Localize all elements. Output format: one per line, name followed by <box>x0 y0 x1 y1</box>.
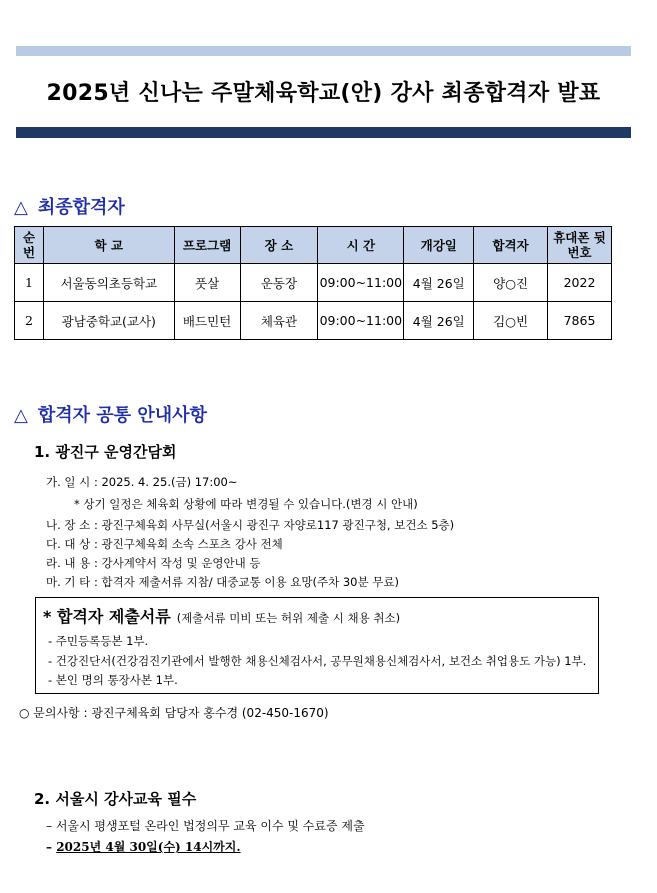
meeting-etc: 마. 기 타 : 합격자 제출서류 지참/ 대중교통 이용 요망(주차 30분 무료) <box>46 575 399 589</box>
cell-no: 1 <box>15 264 44 302</box>
sub-heading-training: 2. 서울시 강사교육 필수 <box>34 790 197 808</box>
cell-start: 4월 26일 <box>404 302 474 340</box>
page-title: 2025년 신나는 주말체육학교(안) 강사 최종합격자 발표 <box>46 81 601 106</box>
section-common-guide <box>14 401 207 427</box>
meeting-place: 나. 장 소 : 광진구체육회 사무실(서울시 광진구 자양로117 광진구청, 보건소 5층) <box>46 518 455 532</box>
document-item: - 본인 명의 통장사본 1부. <box>48 673 178 687</box>
header-school: 학 교 <box>43 227 174 264</box>
header-start: 개강일 <box>404 227 474 264</box>
meeting-target: 다. 대 상 : 광진구체육회 소속 스포츠 강사 전체 <box>46 537 283 551</box>
training-line: – 서울시 평생포털 온라인 법정의무 교육 이수 및 수료증 제출 <box>46 819 365 833</box>
cell-school: 서울동의초등학교 <box>43 264 174 302</box>
header-place: 장 소 <box>240 227 318 264</box>
header-bottom-bar <box>16 127 631 138</box>
training-deadline-row <box>46 838 241 855</box>
header-phone: 휴대폰 뒷번호 <box>548 227 612 264</box>
header-top-bar <box>16 46 631 56</box>
cell-school: 광남중학교(교사) <box>43 302 174 340</box>
cell-name: 김○빈 <box>474 302 548 340</box>
cell-phone: 2022 <box>548 264 612 302</box>
sub-heading-meeting: 1. 광진구 운영간담회 <box>34 443 177 461</box>
cell-name: 양○진 <box>474 264 548 302</box>
cell-start: 4월 26일 <box>404 264 474 302</box>
documents-box <box>35 597 599 694</box>
table-row <box>15 264 612 302</box>
triangle-icon: △ <box>14 197 28 218</box>
meeting-content: 라. 내 용 : 강사계약서 작성 및 운영안내 등 <box>46 556 261 570</box>
contact-info: ○ 문의사항 : 광진구체육회 담당자 홍수경 (02-450-1670) <box>19 706 329 720</box>
results-table <box>14 226 612 340</box>
header-program: 프로그램 <box>174 227 240 264</box>
cell-program: 배드민턴 <box>174 302 240 340</box>
header-name: 합격자 <box>474 227 548 264</box>
meeting-note: * 상기 일정은 체육회 상황에 따라 변경될 수 있습니다.(변경 시 안내) <box>74 497 418 511</box>
training-dash: – <box>46 840 57 854</box>
section-heading: 합격자 공통 안내사항 <box>37 405 207 426</box>
cell-place: 운동장 <box>240 264 318 302</box>
header-no: 순 번 <box>15 227 44 264</box>
cell-place: 체육관 <box>240 302 318 340</box>
cell-program: 풋살 <box>174 264 240 302</box>
document-item: - 주민등록등본 1부. <box>48 634 149 648</box>
documents-note: (제출서류 미비 또는 허위 제출 시 채용 취소) <box>176 611 401 625</box>
cell-time: 09:00~11:00 <box>318 302 404 340</box>
table-row <box>15 302 612 340</box>
document-item: - 건강진단서(건강검진기관에서 발행한 채용신체검사서, 공무원채용신체검사서, 보건소 취업용도 가능) 1부. <box>48 654 587 668</box>
cell-time: 09:00~11:00 <box>318 264 404 302</box>
section-heading: 최종합격자 <box>37 197 125 218</box>
cell-phone: 7865 <box>548 302 612 340</box>
header-time: 시 간 <box>318 227 404 264</box>
documents-title-row <box>43 604 400 627</box>
cell-no: 2 <box>15 302 44 340</box>
table-header-row <box>15 227 612 264</box>
training-deadline: 2025년 4월 30일(수) 14시까지. <box>56 840 241 854</box>
meeting-date: 가. 일 시 : 2025. 4. 25.(금) 17:00~ <box>46 475 238 489</box>
section-final-passers <box>14 193 125 219</box>
documents-title: * 합격자 제출서류 <box>43 607 171 626</box>
triangle-icon: △ <box>14 405 28 426</box>
